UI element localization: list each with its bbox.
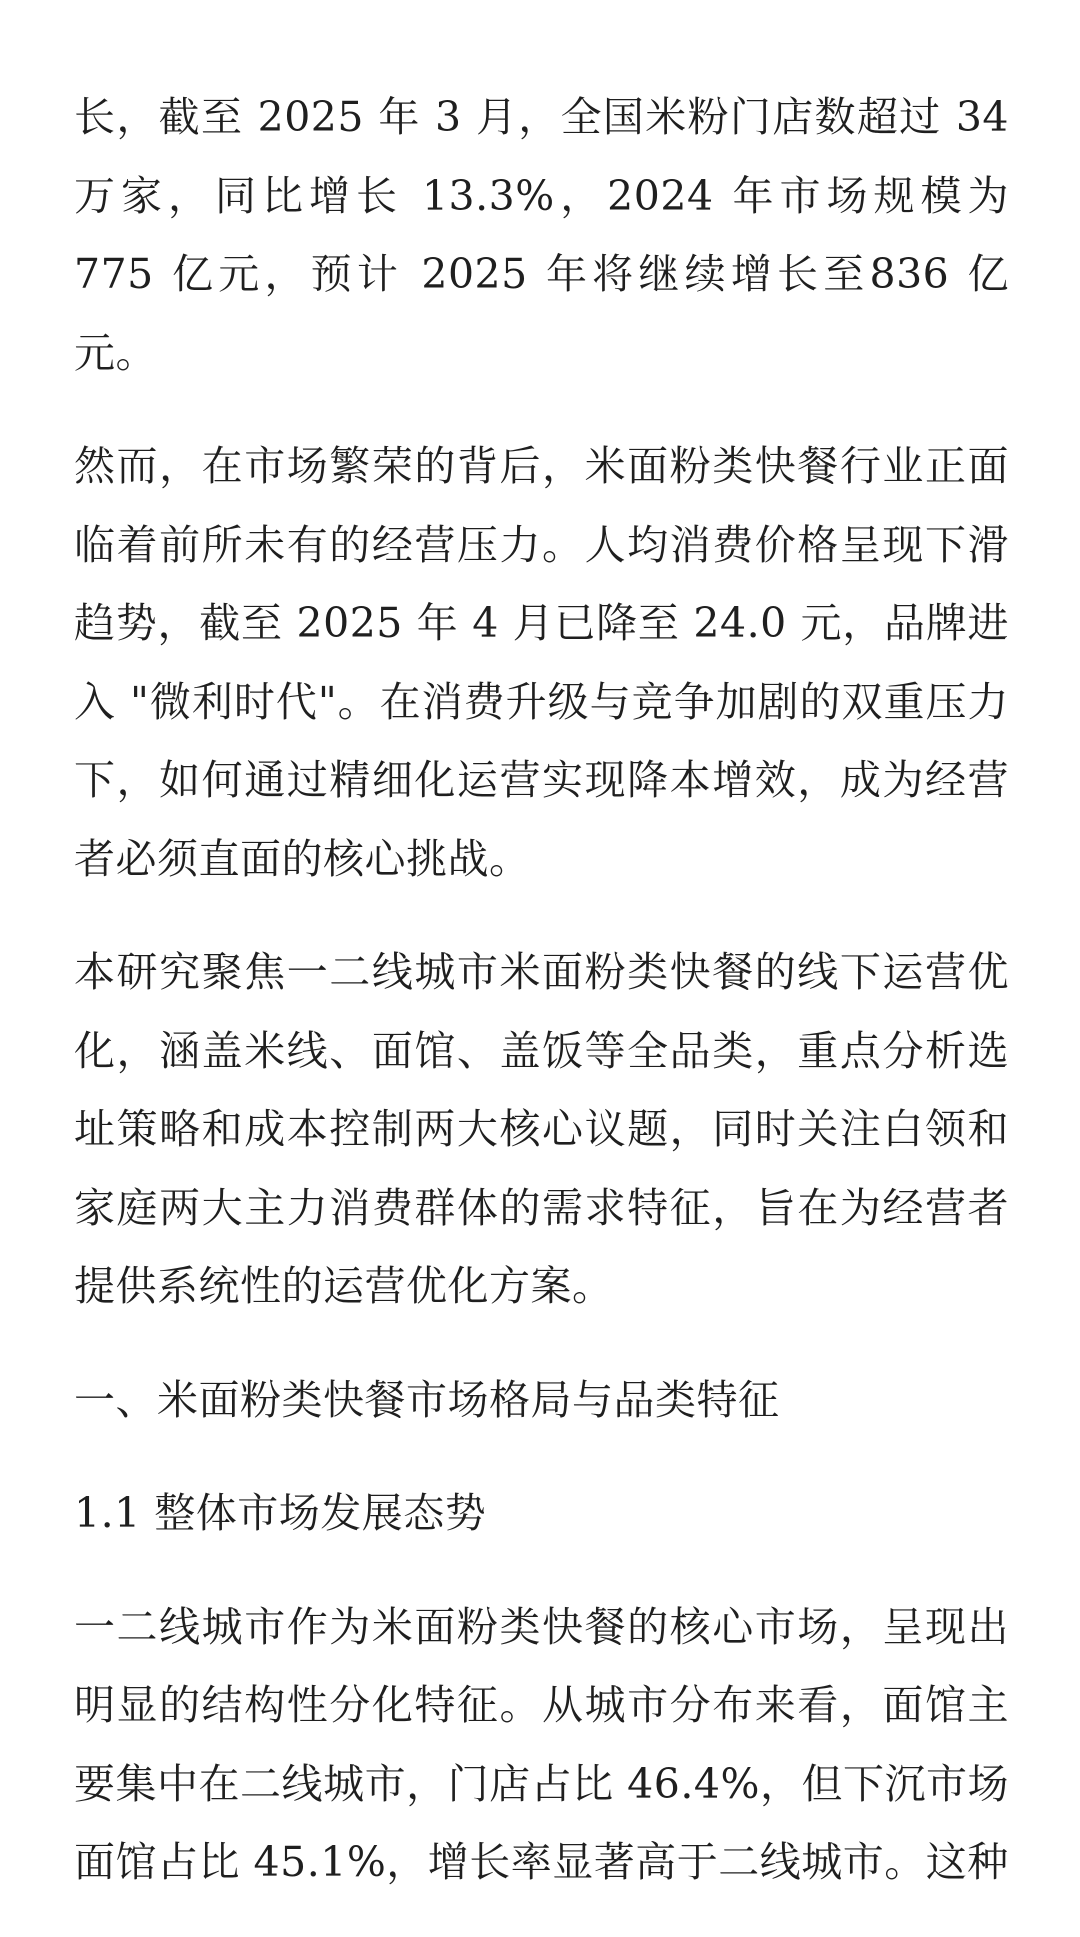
subsection-heading: 1.1 整体市场发展态势 — [74, 1489, 487, 1537]
section-heading: 一、米面粉类快餐市场格局与品类特征 — [74, 1375, 780, 1424]
paragraph-market-size: 长，截至 2025 年 3 月，全国米粉门店数超过 34 万家，同比增长 13.3%，2024 年市场规模为 775 亿元，预计 2025 年将继续增长至836 亿元。 — [74, 93, 1009, 377]
paragraph-city-distribution: 一二线城市作为米面粉类快餐的核心市场，呈现出明显的结构性分化特征。从城市分布来看，面馆主要集中在二线城市，门店占比 46.4%，但下沉市场面馆占比 45.1%，增长率显著高于二线城市。这种 — [74, 1602, 1009, 1886]
paragraph-research-focus: 本研究聚焦一二线城市米面粉类快餐的线下运营优化，涵盖米线、面馆、盖饭等全品类，重点分析选址策略和成本控制两大核心议题，同时关注白领和家庭两大主力消费群体的需求特征，旨在为经营者提供系统性的运营优化方案。 — [74, 948, 1009, 1310]
article-body — [74, 78, 1009, 1937]
paragraph-pressure: 然而，在市场繁荣的背后，米面粉类快餐行业正面临着前所未有的经营压力。人均消费价格呈现下滑趋势，截至 2025 年 4 月已降至 24.0 元，品牌进入 "微利时代"。在消费升级与竞争加剧的双重压力下，如何通过精细化运营实现降本增效，成为经营者必须直面的核心挑战。 — [74, 442, 1009, 883]
